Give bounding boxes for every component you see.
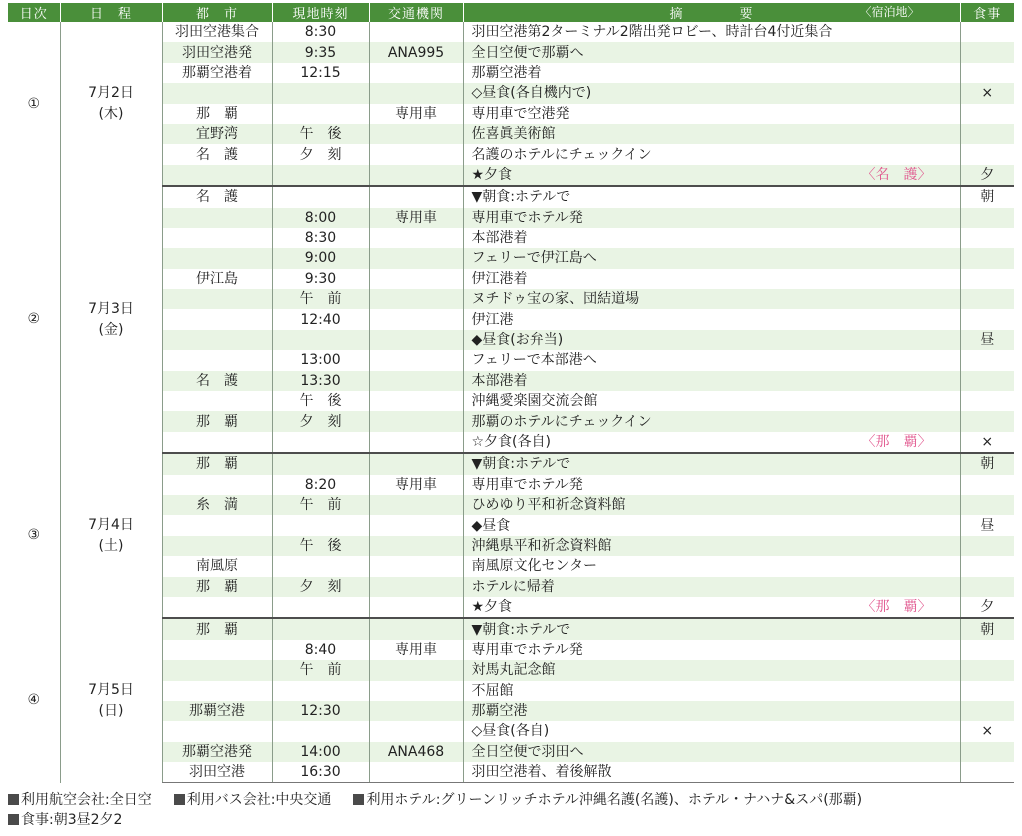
summary-text: ホテルに帰着 bbox=[471, 578, 555, 595]
summary-cell bbox=[463, 83, 960, 103]
summary-text: ヌチドゥ宝の家、団結道場 bbox=[471, 291, 640, 308]
time-cell: 午 前 bbox=[272, 289, 369, 309]
footer-line-1 bbox=[8, 790, 1014, 810]
summary-cell bbox=[463, 721, 960, 741]
day-weekday: (日) bbox=[98, 702, 124, 719]
time-cell bbox=[272, 597, 369, 618]
meal-cell bbox=[960, 228, 1014, 248]
square-bullet-icon bbox=[8, 794, 19, 805]
meal-cell: 朝 bbox=[960, 618, 1014, 639]
meal-cell bbox=[960, 248, 1014, 268]
city-cell bbox=[162, 391, 272, 411]
time-cell bbox=[272, 721, 369, 741]
summary-text: 専用車で空港発 bbox=[471, 105, 570, 122]
itinerary-row bbox=[8, 22, 1014, 42]
square-bullet-icon bbox=[353, 794, 364, 805]
summary-cell bbox=[463, 536, 960, 556]
summary-cell bbox=[463, 556, 960, 576]
city-cell bbox=[162, 165, 272, 186]
header-summary-label: 摘 要 bbox=[669, 7, 754, 22]
time-cell bbox=[272, 432, 369, 453]
meal-cell bbox=[960, 144, 1014, 164]
city-cell bbox=[162, 309, 272, 329]
day-date-cell bbox=[60, 22, 162, 186]
summary-text: ▼朝食:ホテルで bbox=[471, 189, 571, 206]
time-cell: 午 後 bbox=[272, 391, 369, 411]
city-cell: 伊江島 bbox=[162, 269, 272, 289]
summary-text: 南風原文化センター bbox=[471, 558, 597, 575]
transport-cell bbox=[369, 597, 463, 618]
meal-cell: × bbox=[960, 721, 1014, 741]
summary-text: 伊江港 bbox=[471, 311, 514, 328]
time-cell: 夕 刻 bbox=[272, 411, 369, 431]
meal-cell: 昼 bbox=[960, 330, 1014, 350]
day-number: ③ bbox=[8, 453, 60, 618]
transport-cell bbox=[369, 495, 463, 515]
summary-cell bbox=[463, 144, 960, 164]
meal-cell bbox=[960, 22, 1014, 42]
city-cell: 羽田空港 bbox=[162, 762, 272, 783]
time-cell: 9:00 bbox=[272, 248, 369, 268]
time-cell: 8:20 bbox=[272, 475, 369, 495]
summary-text: ◆昼食 bbox=[471, 517, 511, 534]
city-cell bbox=[162, 660, 272, 680]
city-cell bbox=[162, 432, 272, 453]
summary-text: 全日空便で那覇へ bbox=[471, 44, 584, 61]
transport-cell bbox=[369, 515, 463, 535]
city-cell: 那覇空港 bbox=[162, 701, 272, 721]
time-cell: 13:30 bbox=[272, 371, 369, 391]
day-weekday: (土) bbox=[98, 537, 124, 554]
transport-cell bbox=[369, 144, 463, 164]
summary-text: 沖縄愛楽園交流会館 bbox=[471, 393, 598, 410]
summary-cell bbox=[463, 350, 960, 370]
meal-cell bbox=[960, 556, 1014, 576]
time-cell bbox=[272, 681, 369, 701]
itinerary-body bbox=[8, 22, 1014, 783]
summary-cell bbox=[463, 515, 960, 535]
summary-text: 本部港着 bbox=[471, 372, 528, 389]
time-cell bbox=[272, 556, 369, 576]
summary-cell bbox=[463, 104, 960, 124]
time-cell bbox=[272, 618, 369, 639]
transport-cell bbox=[369, 269, 463, 289]
transport-cell bbox=[369, 681, 463, 701]
transport-cell: 専用車 bbox=[369, 640, 463, 660]
header-row bbox=[8, 3, 1014, 22]
summary-text: フェリーで本部港へ bbox=[471, 352, 597, 369]
city-cell: 那覇空港発 bbox=[162, 742, 272, 762]
summary-text: 沖縄県平和祈念資料館 bbox=[471, 537, 612, 554]
summary-text: 伊江港着 bbox=[471, 270, 528, 287]
city-cell bbox=[162, 597, 272, 618]
transport-cell bbox=[369, 660, 463, 680]
meal-cell bbox=[960, 391, 1014, 411]
city-cell bbox=[162, 330, 272, 350]
summary-text: 佐喜眞美術館 bbox=[471, 126, 556, 143]
summary-cell bbox=[463, 248, 960, 268]
city-cell bbox=[162, 289, 272, 309]
summary-cell bbox=[463, 618, 960, 639]
transport-cell: 専用車 bbox=[369, 475, 463, 495]
city-cell bbox=[162, 640, 272, 660]
summary-cell bbox=[463, 124, 960, 144]
meal-cell bbox=[960, 309, 1014, 329]
transport-cell bbox=[369, 701, 463, 721]
transport-cell bbox=[369, 165, 463, 186]
transport-cell bbox=[369, 186, 463, 207]
city-cell: 南風原 bbox=[162, 556, 272, 576]
time-cell: 12:15 bbox=[272, 63, 369, 83]
city-cell bbox=[162, 475, 272, 495]
summary-text: 全日空便で羽田へ bbox=[471, 743, 584, 760]
transport-cell bbox=[369, 453, 463, 474]
summary-text: 那覇のホテルにチェックイン bbox=[471, 413, 652, 430]
city-cell bbox=[162, 208, 272, 228]
summary-text: ◆昼食(お弁当) bbox=[471, 332, 564, 349]
city-cell bbox=[162, 681, 272, 701]
city-cell: 宜野湾 bbox=[162, 124, 272, 144]
meal-cell bbox=[960, 208, 1014, 228]
transport-cell bbox=[369, 618, 463, 639]
meal-cell bbox=[960, 411, 1014, 431]
meal-cell bbox=[960, 63, 1014, 83]
lodging-label: 〈那 覇〉 bbox=[861, 599, 932, 616]
city-cell: 名 護 bbox=[162, 371, 272, 391]
time-cell: 8:40 bbox=[272, 640, 369, 660]
summary-cell bbox=[463, 269, 960, 289]
transport-cell: 専用車 bbox=[369, 104, 463, 124]
time-cell bbox=[272, 104, 369, 124]
summary-cell bbox=[463, 289, 960, 309]
city-cell: 羽田空港発 bbox=[162, 42, 272, 62]
city-cell: 那覇空港着 bbox=[162, 63, 272, 83]
footer-notes bbox=[8, 790, 1014, 830]
city-cell: 那 覇 bbox=[162, 577, 272, 597]
header-meals: 食事 bbox=[960, 3, 1014, 22]
transport-cell bbox=[369, 371, 463, 391]
meal-cell: 夕 bbox=[960, 165, 1014, 186]
time-cell bbox=[272, 453, 369, 474]
transport-cell bbox=[369, 228, 463, 248]
summary-cell bbox=[463, 330, 960, 350]
summary-text: 那覇空港 bbox=[471, 703, 528, 720]
day-number: ② bbox=[8, 186, 60, 453]
day-date: 7月4日 bbox=[88, 516, 134, 533]
meal-cell bbox=[960, 42, 1014, 62]
meal-cell bbox=[960, 289, 1014, 309]
day-date-cell bbox=[60, 186, 162, 453]
city-cell: 那 覇 bbox=[162, 104, 272, 124]
meal-cell bbox=[960, 660, 1014, 680]
summary-text: 本部港着 bbox=[471, 230, 528, 247]
summary-cell bbox=[463, 228, 960, 248]
meal-cell: 夕 bbox=[960, 597, 1014, 618]
transport-cell bbox=[369, 124, 463, 144]
summary-text: ◇昼食(各自機内で) bbox=[471, 85, 592, 102]
meal-cell: 昼 bbox=[960, 515, 1014, 535]
itinerary-row bbox=[8, 618, 1014, 639]
transport-cell: ANA468 bbox=[369, 742, 463, 762]
summary-text: 専用車でホテル発 bbox=[471, 641, 583, 658]
meal-cell bbox=[960, 640, 1014, 660]
meal-cell bbox=[960, 371, 1014, 391]
time-cell: 13:00 bbox=[272, 350, 369, 370]
city-cell: 糸 満 bbox=[162, 495, 272, 515]
time-cell: 8:30 bbox=[272, 22, 369, 42]
lodging-label: 〈那 覇〉 bbox=[861, 434, 932, 450]
city-cell: 那 覇 bbox=[162, 411, 272, 431]
summary-cell bbox=[463, 495, 960, 515]
transport-cell bbox=[369, 556, 463, 576]
meal-cell bbox=[960, 124, 1014, 144]
lodging-label: 〈名 護〉 bbox=[861, 166, 932, 183]
transport-cell bbox=[369, 391, 463, 411]
summary-cell bbox=[463, 411, 960, 431]
meal-cell bbox=[960, 577, 1014, 597]
transport-cell bbox=[369, 309, 463, 329]
summary-text: ☆夕食(各自) bbox=[471, 434, 551, 450]
summary-cell bbox=[463, 165, 960, 186]
header-day: 日次 bbox=[8, 3, 60, 22]
summary-text: ▼朝食:ホテルで bbox=[471, 456, 571, 473]
time-cell: 8:30 bbox=[272, 228, 369, 248]
summary-text: 対馬丸記念館 bbox=[471, 662, 556, 679]
transport-cell bbox=[369, 536, 463, 556]
city-cell bbox=[162, 248, 272, 268]
city-cell: 名 護 bbox=[162, 186, 272, 207]
transport-cell bbox=[369, 330, 463, 350]
summary-text: 専用車でホテル発 bbox=[471, 476, 583, 493]
day-date-cell bbox=[60, 453, 162, 618]
meal-cell bbox=[960, 742, 1014, 762]
city-cell bbox=[162, 350, 272, 370]
time-cell bbox=[272, 165, 369, 186]
summary-text: 専用車でホテル発 bbox=[471, 209, 583, 226]
summary-text: 羽田空港着、着後解散 bbox=[471, 764, 612, 781]
city-cell: 羽田空港集合 bbox=[162, 22, 272, 42]
summary-cell bbox=[463, 186, 960, 207]
summary-text: ★夕食 bbox=[471, 599, 513, 616]
summary-cell bbox=[463, 640, 960, 660]
header-transport: 交通機関 bbox=[369, 3, 463, 22]
transport-cell bbox=[369, 22, 463, 42]
transport-cell bbox=[369, 289, 463, 309]
summary-text: ◇昼食(各自) bbox=[471, 723, 550, 740]
summary-cell bbox=[463, 597, 960, 618]
day-number: ④ bbox=[8, 618, 60, 783]
time-cell: 9:30 bbox=[272, 269, 369, 289]
summary-text: ▼朝食:ホテルで bbox=[471, 621, 571, 638]
summary-cell bbox=[463, 208, 960, 228]
meal-cell bbox=[960, 701, 1014, 721]
day-weekday: (木) bbox=[98, 106, 124, 123]
transport-cell bbox=[369, 248, 463, 268]
summary-cell bbox=[463, 42, 960, 62]
city-cell: 那 覇 bbox=[162, 453, 272, 474]
square-bullet-icon bbox=[174, 794, 185, 805]
square-bullet-icon bbox=[8, 814, 19, 825]
transport-cell bbox=[369, 411, 463, 431]
header-schedule: 日 程 bbox=[60, 3, 162, 22]
day-date: 7月2日 bbox=[88, 85, 134, 102]
summary-text: ★夕食 bbox=[471, 166, 513, 183]
transport-cell bbox=[369, 63, 463, 83]
meal-cell: × bbox=[960, 432, 1014, 453]
itinerary-row bbox=[8, 453, 1014, 474]
summary-cell bbox=[463, 475, 960, 495]
summary-cell bbox=[463, 309, 960, 329]
summary-cell bbox=[463, 391, 960, 411]
time-cell: 8:00 bbox=[272, 208, 369, 228]
time-cell: 午 前 bbox=[272, 660, 369, 680]
summary-cell bbox=[463, 63, 960, 83]
time-cell: 14:00 bbox=[272, 742, 369, 762]
summary-cell bbox=[463, 762, 960, 783]
meal-cell bbox=[960, 762, 1014, 783]
time-cell: 午 後 bbox=[272, 536, 369, 556]
meal-cell: 朝 bbox=[960, 453, 1014, 474]
summary-cell bbox=[463, 22, 960, 42]
itinerary-row bbox=[8, 186, 1014, 207]
time-cell: 12:40 bbox=[272, 309, 369, 329]
day-date-cell bbox=[60, 618, 162, 783]
time-cell: 午 前 bbox=[272, 495, 369, 515]
day-date: 7月3日 bbox=[88, 300, 134, 317]
meal-cell bbox=[960, 475, 1014, 495]
meal-cell bbox=[960, 104, 1014, 124]
footer-meals: 食事:朝3昼2夕2 bbox=[21, 812, 123, 828]
footer-airline: 利用航空会社:全日空 bbox=[21, 792, 152, 808]
summary-cell bbox=[463, 577, 960, 597]
city-cell bbox=[162, 228, 272, 248]
time-cell: 16:30 bbox=[272, 762, 369, 783]
itinerary-table bbox=[8, 3, 1014, 783]
city-cell bbox=[162, 721, 272, 741]
day-number: ① bbox=[8, 22, 60, 186]
summary-cell bbox=[463, 660, 960, 680]
summary-text: 那覇空港着 bbox=[471, 64, 542, 81]
time-cell: 9:35 bbox=[272, 42, 369, 62]
footer-line-2 bbox=[8, 810, 1014, 830]
summary-cell bbox=[463, 432, 960, 453]
city-cell bbox=[162, 83, 272, 103]
day-date: 7月5日 bbox=[88, 681, 134, 698]
meal-cell bbox=[960, 681, 1014, 701]
meal-cell bbox=[960, 495, 1014, 515]
time-cell: 夕 刻 bbox=[272, 144, 369, 164]
transport-cell bbox=[369, 350, 463, 370]
transport-cell bbox=[369, 432, 463, 453]
time-cell: 12:30 bbox=[272, 701, 369, 721]
city-cell: 那 覇 bbox=[162, 618, 272, 639]
summary-cell bbox=[463, 742, 960, 762]
day-weekday: (金) bbox=[98, 321, 124, 338]
time-cell bbox=[272, 186, 369, 207]
summary-text: 名護のホテルにチェックイン bbox=[471, 146, 652, 163]
summary-text: 不屈館 bbox=[471, 682, 514, 699]
time-cell: 夕 刻 bbox=[272, 577, 369, 597]
transport-cell bbox=[369, 577, 463, 597]
time-cell bbox=[272, 515, 369, 535]
summary-cell bbox=[463, 701, 960, 721]
city-cell bbox=[162, 536, 272, 556]
summary-text: フェリーで伊江島へ bbox=[471, 250, 597, 267]
header-lodging: 〈宿泊地〉 bbox=[859, 5, 920, 19]
summary-cell bbox=[463, 681, 960, 701]
transport-cell bbox=[369, 721, 463, 741]
transport-cell bbox=[369, 762, 463, 783]
meal-cell: 朝 bbox=[960, 186, 1014, 207]
time-cell bbox=[272, 330, 369, 350]
summary-cell bbox=[463, 371, 960, 391]
meal-cell: × bbox=[960, 83, 1014, 103]
summary-cell bbox=[463, 453, 960, 474]
transport-cell: ANA995 bbox=[369, 42, 463, 62]
meal-cell bbox=[960, 536, 1014, 556]
header-summary bbox=[463, 3, 960, 22]
city-cell bbox=[162, 515, 272, 535]
transport-cell bbox=[369, 83, 463, 103]
time-cell bbox=[272, 83, 369, 103]
header-city: 都 市 bbox=[162, 3, 272, 22]
meal-cell bbox=[960, 350, 1014, 370]
header-time: 現地時刻 bbox=[272, 3, 369, 22]
meal-cell bbox=[960, 269, 1014, 289]
summary-text: ひめゆり平和祈念資料館 bbox=[471, 497, 626, 514]
footer-hotel: 利用ホテル:グリーンリッチホテル沖縄名護(名護)、ホテル・ナハナ&スパ(那覇) bbox=[366, 792, 863, 808]
transport-cell: 専用車 bbox=[369, 208, 463, 228]
footer-bus: 利用バス会社:中央交通 bbox=[186, 792, 332, 808]
summary-text: 羽田空港第2ターミナル2階出発ロビー、時計台4付近集合 bbox=[471, 24, 833, 41]
city-cell: 名 護 bbox=[162, 144, 272, 164]
time-cell: 午 後 bbox=[272, 124, 369, 144]
